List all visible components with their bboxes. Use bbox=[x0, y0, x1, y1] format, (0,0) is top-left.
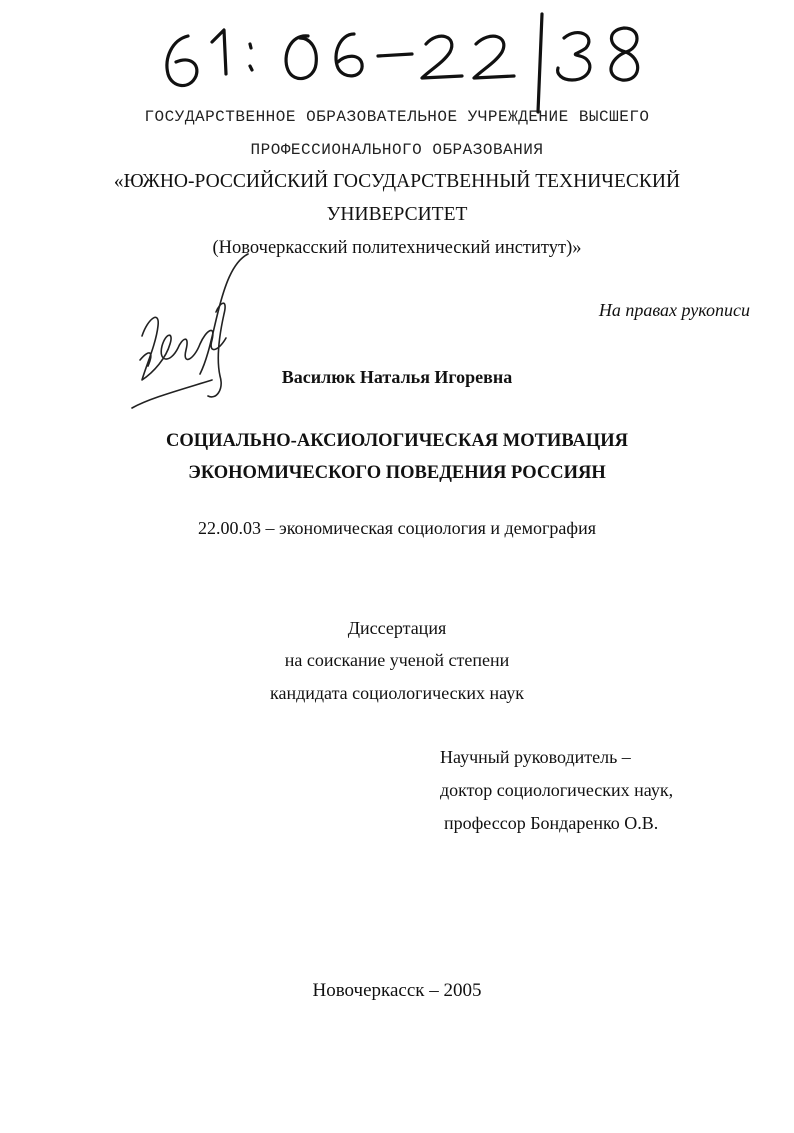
dissertation-title-line-1: СОЦИАЛЬНО-АКСИОЛОГИЧЕСКАЯ МОТИВАЦИЯ bbox=[165, 431, 628, 451]
university-name-line-3: (Новочеркасский политехнический институт)» bbox=[212, 238, 582, 258]
degree-line-3: кандидата социологических наук bbox=[270, 683, 524, 703]
city-year: Новочеркасск – 2005 bbox=[312, 980, 482, 1001]
supervisor-degree: доктор социологических наук, bbox=[440, 780, 674, 800]
supervisor-name: профессор Бондаренко О.В. bbox=[444, 813, 659, 833]
institution-line-1: ГОСУДАРСТВЕННОЕ ОБРАЗОВАТЕЛЬНОЕ УЧРЕЖДЕНИЕ ВЫСШЕГО bbox=[144, 108, 650, 126]
dissertation-title-line-2: ЭКОНОМИЧЕСКОГО ПОВЕДЕНИЯ РОССИЯН bbox=[188, 463, 606, 483]
supervisor-label: Научный руководитель – bbox=[440, 747, 631, 767]
author-signature bbox=[120, 240, 270, 420]
degree-line-2: на соискание ученой степени bbox=[284, 650, 510, 670]
university-name-line-2: УНИВЕРСИТЕТ bbox=[326, 204, 468, 225]
degree-line-1: Диссертация bbox=[347, 618, 447, 638]
author-name: Василюк Наталья Игоревна bbox=[281, 367, 513, 387]
manuscript-rights-note: На правах рукописи bbox=[598, 300, 750, 320]
institution-line-2: ПРОФЕССИОНАЛЬНОГО ОБРАЗОВАНИЯ bbox=[250, 141, 544, 159]
university-name-line-1: «ЮЖНО-РОССИЙСКИЙ ГОСУДАРСТВЕННЫЙ ТЕХНИЧЕСКИЙ bbox=[113, 171, 681, 192]
handwritten-archive-number bbox=[150, 8, 670, 118]
specialty-code: 22.00.03 – экономическая социология и демография bbox=[197, 518, 596, 538]
